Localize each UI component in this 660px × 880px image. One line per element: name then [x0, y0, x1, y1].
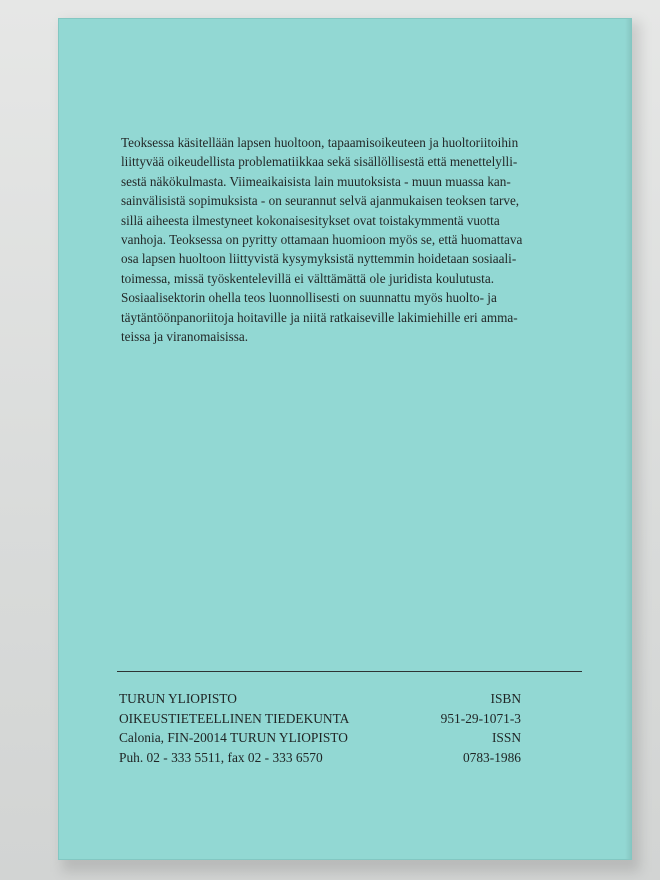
blurb-line-8: toimessa, missä työskentelevillä ei välttämättä ole juridista koulutusta. [121, 270, 494, 286]
blurb-line-6: vanhoja. Teoksessa on pyritty ottamaan huomioon myös se, että huomattava [121, 232, 523, 248]
isbn-label: ISBN [490, 691, 521, 706]
publisher-faculty: OIKEUSTIETEELLINEN TIEDEKUNTA [119, 710, 350, 726]
publisher-name: TURUN YLIOPISTO [119, 691, 237, 706]
book-edge [625, 19, 631, 859]
blurb-line-11: teissa ja viranomaisissa. [121, 329, 249, 345]
isbn-value: 951-29-1071-3 [440, 710, 521, 726]
publisher-block [119, 689, 349, 767]
blurb-line-5: sillä aiheesta ilmestyneet kokonaisesitykset ovat toistakymmentä vuotta [121, 212, 500, 228]
divider-rule [117, 671, 582, 672]
blurb-line-9: Sosiaalisektorin ohella teos luonnollisesti on suunnattu myös huolto- ja [121, 290, 497, 306]
blurb-line-1: Teoksessa käsitellään lapsen huoltoon, tapaamisoikeuteen ja huoltoriitoihin [121, 135, 519, 150]
identifier-block [441, 689, 521, 767]
blurb-text [121, 133, 523, 346]
book-back-cover [58, 18, 632, 860]
blurb-line-2: liittyvää oikeudellista problematiikkaa sekä sisällöllisestä että menettelylli- [121, 154, 518, 170]
publisher-contact: Puh. 02 - 333 5511, fax 02 - 333 6570 [119, 749, 323, 765]
blurb-line-3: sestä näkökulmasta. Viimeaikaisista lain muutoksista - muun muassa kan- [121, 173, 511, 189]
publisher-address: Calonia, FIN-20014 TURUN YLIOPISTO [119, 730, 348, 746]
issn-label: ISSN [491, 730, 521, 746]
blurb-line-4: sainvälisistä sopimuksista - on seurannut selvä ajanmukaisen teoksen tarve, [121, 193, 520, 209]
issn-value: 0783-1986 [462, 749, 521, 765]
blurb-line-7: osa lapsen huoltoon liittyvistä kysymyksistä nyttemmin hoidetaan sosiaali- [121, 251, 517, 267]
blurb-line-10: täytäntöönpanoriitoja hoitaville ja niitä ratkaiseville lakimiehille eri amma- [121, 309, 518, 325]
